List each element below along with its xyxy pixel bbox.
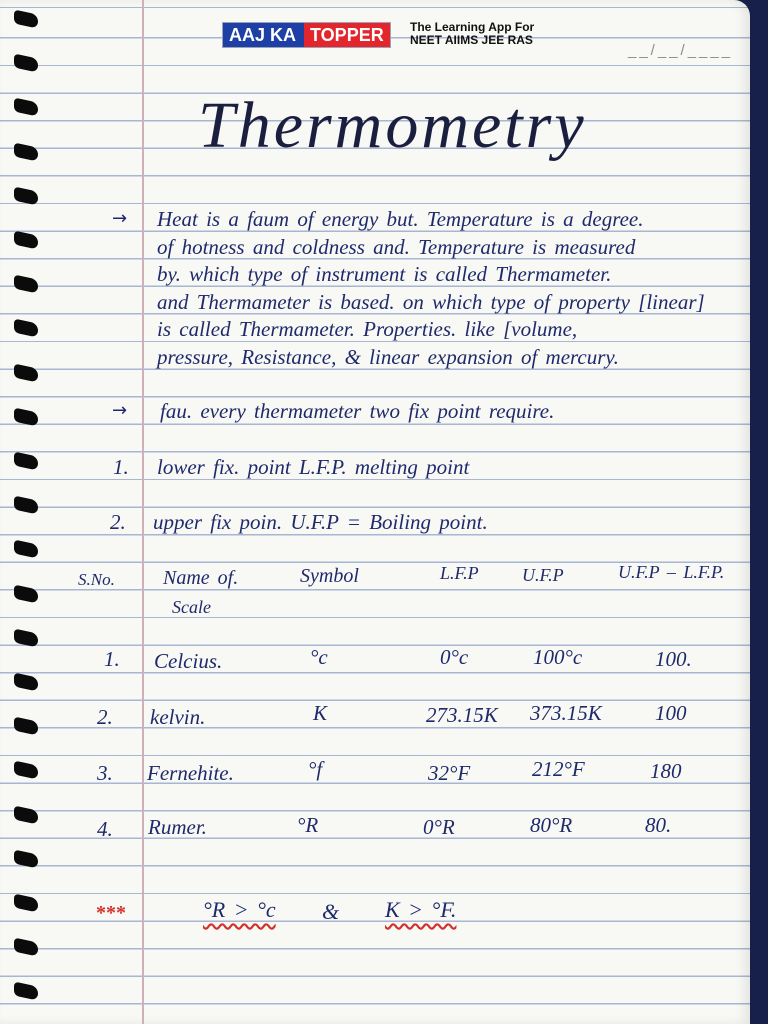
table-cell-symbol: °R [297,813,319,837]
arrow-bullet-icon: → [112,208,128,229]
binding-hole [14,717,38,736]
table-cell-symbol: K [313,701,328,725]
table-cell-ufp: 212°F [532,757,585,781]
table-cell-name: Celcius. [154,649,223,673]
binding-hole [14,982,38,1001]
fixed-point-note: fau. every thermameter two fix point require. [160,399,555,423]
brand-tagline [410,21,534,47]
intro-line: is called Thermameter. Properties. like [volume, [157,317,578,342]
key-point-left: °R > °c [203,897,276,922]
binding-hole [14,407,38,426]
table-header-symbol: Symbol [300,565,359,587]
page-title: Thermometry [198,89,587,162]
table-header-ufp: U.F.P [522,565,564,585]
binding-hole [14,230,38,249]
tagline-line-1: The Learning App For [410,20,535,34]
table-cell-symbol: °f [308,757,323,781]
table-header-lfp: L.F.P [440,563,479,583]
binding-hole [14,54,38,73]
brand-name-blue: AAJ KA [223,23,304,47]
table-cell-difference: 180 [650,759,682,783]
intro-line: Heat is a faum of energy but. Temperature is a degree. [157,207,644,231]
binding-hole [14,893,38,912]
intro-line: of hotness and coldness and. Temperature is measured [157,234,636,259]
table-header-name-scale: Scale [172,597,211,617]
table-cell-ufp: 100°c [533,645,583,669]
margin-line [142,0,144,1024]
list-item: lower fix. point L.F.P. melting point [157,455,470,479]
key-point-right: K > °F. [385,897,457,922]
table-cell-name: kelvin. [150,705,206,729]
binding-hole [14,275,38,294]
table-cell-sno: 2. [97,705,113,729]
binding-hole [14,672,38,691]
binding-hole [14,142,38,161]
table-cell-ufp: 373.15K [530,701,602,725]
list-number: 1. [113,455,129,479]
intro-line: pressure, Resistance, & linear expansion of mercury. [157,344,619,369]
intro-paragraph [157,206,705,372]
important-marker: *** [96,902,126,924]
table-cell-sno: 4. [97,817,113,841]
intro-line: and Thermameter is based. on which type of property [linear] [157,289,705,314]
table-cell-name: Fernehite. [147,761,234,785]
binding-hole [14,363,38,382]
table-header-name: Name of. [163,567,239,589]
binding-hole [14,496,38,515]
table-cell-lfp: 32°F [428,761,471,785]
binding-hole [14,849,38,868]
table-cell-difference: 100 [655,701,687,725]
table-cell-sno: 3. [97,761,113,785]
intro-line: by. which type of instrument is called Thermameter. [157,262,612,287]
key-point-joiner: & [322,899,340,924]
table-cell-name: Rumer. [148,815,207,839]
binding-hole [14,186,38,205]
table-cell-symbol: °c [310,645,328,669]
binding-hole [14,805,38,824]
table-cell-ufp: 80°R [530,813,573,837]
binding-hole [14,9,38,28]
list-item: upper fix poin. U.F.P = Boiling point. [153,510,488,534]
table-cell-lfp: 0°R [423,815,455,839]
binding-hole [14,761,38,780]
binding-hole [14,319,38,338]
table-header-difference: U.F.P – L.F.P. [618,562,725,582]
binding-hole [14,540,38,559]
table-cell-sno: 1. [104,647,120,671]
tagline-line-2: NEET AIIMS JEE RAS [410,33,533,47]
binding-hole [14,98,38,117]
table-cell-lfp: 273.15K [426,703,498,727]
table-header-sno: S.No. [78,570,115,589]
binding-hole [14,584,38,603]
brand-logo [222,22,391,48]
list-number: 2. [110,510,126,534]
date-placeholder: __/__/____ [628,42,734,59]
binding-hole [14,451,38,470]
table-cell-difference: 100. [655,647,692,671]
binding-hole [14,628,38,647]
binding-hole [14,938,38,957]
brand-name-red: TOPPER [304,23,390,47]
arrow-bullet-icon: → [112,400,128,421]
table-cell-lfp: 0°c [440,645,469,669]
table-cell-difference: 80. [645,813,672,837]
